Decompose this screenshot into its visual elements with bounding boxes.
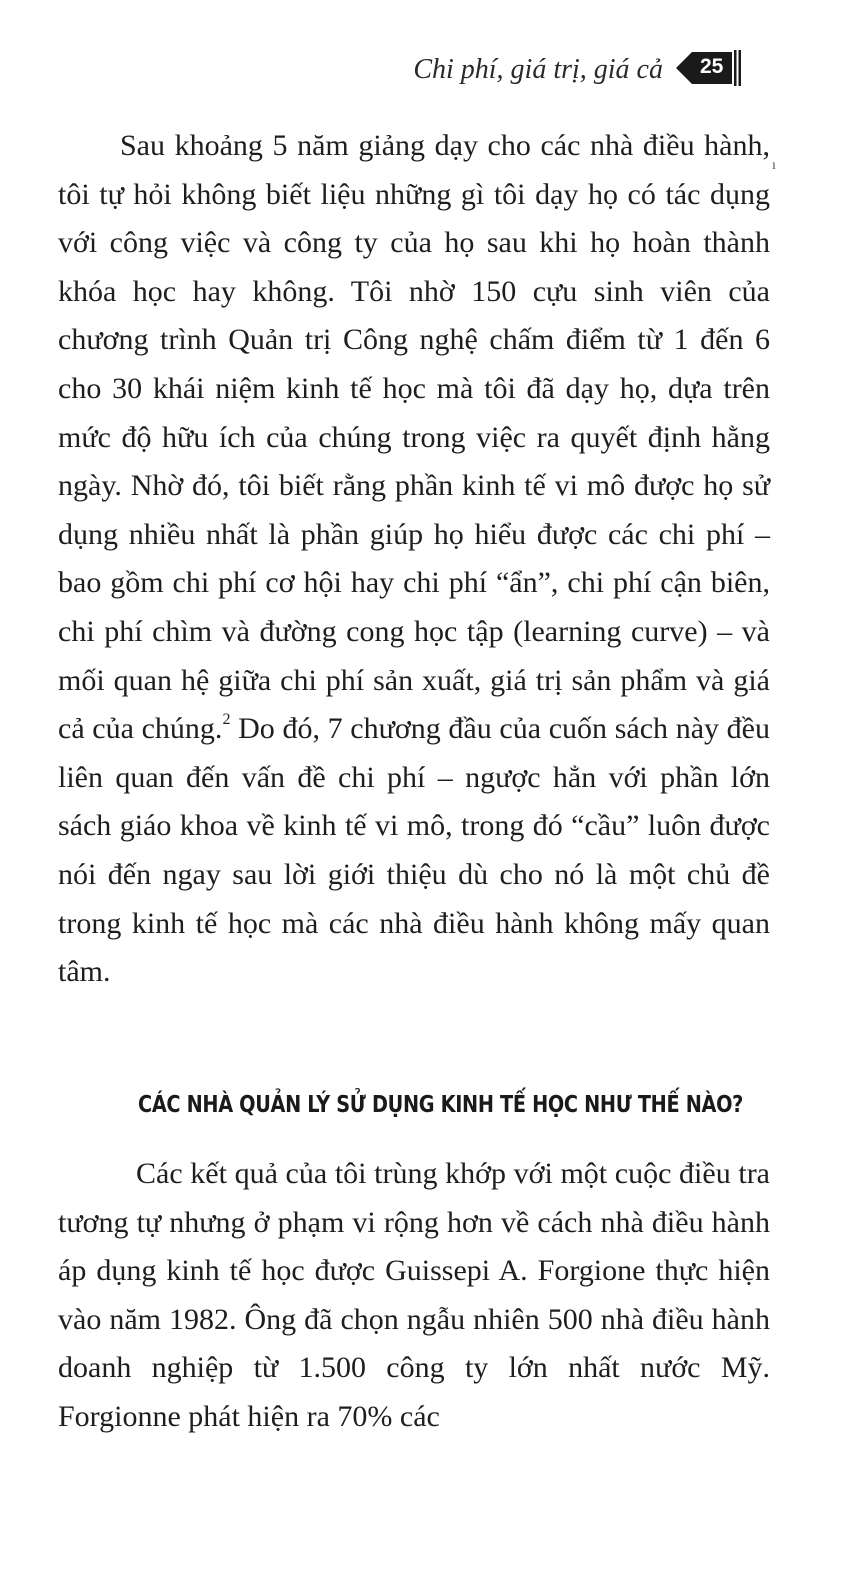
paragraph-1-text: Sau khoảng 5 năm giảng dạy cho các nhà điều hành, tôi tự hỏi không biết liệu những gì tôi dạy họ có tác dụng với công việc và công ty của họ sau khi họ hoàn thành khóa học hay không. Tôi nhờ 150 cựu sinh viên của chương trình Quản trị Công nghệ chấm điểm từ 1 đến 6 cho 30 khái niệm kinh tế học mà tôi đã dạy họ, dựa trên mức độ hữu ích của chúng trong việc ra quyết định hằng ngày. Nhờ đó, tôi biết rằng phần kinh tế vi mô được họ sử dụng nhiều nhất là phần giúp họ hiểu được các chi phí – bao gồm chi phí cơ hội hay chi phí “ẩn”, chi phí cận biên, chi phí chìm và đường cong học tập (learning curve) – và mối quan hệ giữa chi phí sản xuất, giá trị sản phẩm và giá cả của chúng. [58, 129, 770, 746]
paragraph-1-text-cont: Do đó, 7 chương đầu của cuốn sách này đều liên quan đến vấn đề chi phí – ngược hẳn với phần lớn sách giáo khoa về kinh tế vi mô, trong đó “cầu” luôn được nói đến ngay sau lời giới thiệu dù cho nó là một chủ đề trong kinh tế học mà các nhà điều hành không mấy quan tâm. [58, 712, 770, 989]
footnote-ref: 2 [222, 711, 231, 729]
scan-mark: ı [772, 158, 776, 173]
section-heading: CÁC NHÀ QUẢN LÝ SỬ DỤNG KINH TẾ HỌC NHƯ THẾ NÀO? [138, 1090, 743, 1118]
body-paragraph-2 [58, 1150, 770, 1442]
running-header [0, 44, 866, 94]
paragraph-2-text: Các kết quả của tôi trùng khớp với một cuộc điều tra tương tự nhưng ở phạm vi rộng hơn về cách nhà điều hành áp dụng kinh tế học được Guissepi A. Forgione thực hiện vào năm 1982. Ông đã chọn ngẫu nhiên 500 nhà điều hành doanh nghiệp từ 1.500 công ty lớn nhất nước Mỹ. Forgionne phát hiện ra 70% các [58, 1157, 770, 1433]
running-title: Chi phí, giá trị, giá cả [413, 54, 663, 85]
page-number-tab [676, 48, 742, 88]
body-paragraph-1 [58, 122, 770, 997]
page-number: 25 [700, 55, 724, 78]
